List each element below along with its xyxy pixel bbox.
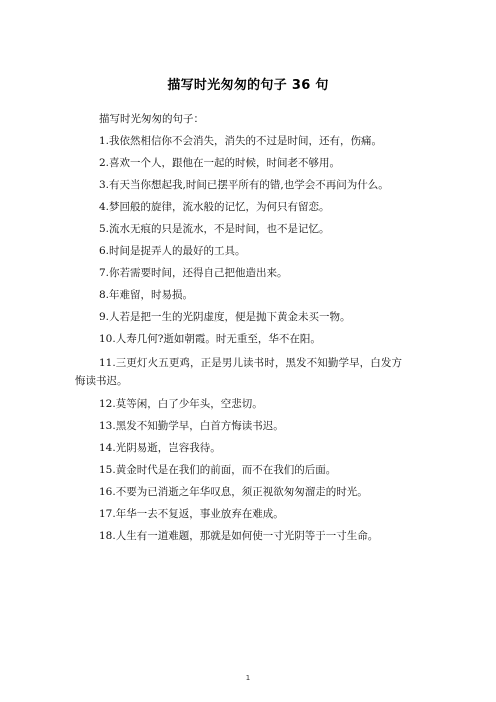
list-item: 17.年华一去不复返，事业放弃在难成。 <box>99 508 284 520</box>
list-item: 18.人生有一道难题，那就是如何使一寸光阴等于一寸生命。 <box>99 530 379 542</box>
document-title: 描写时光匆匆的句子 36 句 <box>167 78 329 93</box>
list-item: 13.黑发不知勤学早，白首方悔读书迟。 <box>99 420 284 432</box>
list-item: 11.三更灯火五更鸡，正是男儿读书时，黑发不知勤学早，白发方悔读书迟。 <box>75 357 402 387</box>
list-item: 1.我依然相信你不会消失，消失的不过是时间，还有，伤痛。 <box>99 135 383 147</box>
intro-line: 描写时光匆匆的句子： <box>99 113 204 125</box>
list-item: 12.莫等闲，白了少年头，空悲切。 <box>99 398 263 410</box>
text-body <box>75 112 409 544</box>
list-item: 6.时间是捉弄人的最好的工具。 <box>99 245 246 257</box>
list-item: 10.人寿几何?逝如朝霞。时无重至，华不在阳。 <box>99 333 321 345</box>
list-item: 7.你若需要时间，还得自己把他造出来。 <box>99 267 288 279</box>
list-item: 2.喜欢一个人，跟他在一起的时候，时间老不够用。 <box>99 157 341 169</box>
list-item: 3.有天当你想起我,时间已摆平所有的错,也学会不再问为什么。 <box>99 179 389 191</box>
list-item: 16.不要为已消逝之年华叹息，须正视欲匆匆溜走的时光。 <box>99 486 368 498</box>
list-item: 14.光阴易逝，岂容我待。 <box>99 442 221 454</box>
list-item: 9.人若是把一生的光阴虚度，便是抛下黄金未买一物。 <box>99 311 351 323</box>
page-number: 1 <box>245 674 251 682</box>
list-item: 4.梦回般的旋律，流水般的记忆，为何只有留恋。 <box>99 201 330 213</box>
list-item: 5.流水无痕的只是流水，不是时间，也不是记忆。 <box>99 223 330 235</box>
list-item: 15.黄金时代是在我们的前面，而不在我们的后面。 <box>99 464 337 476</box>
list-item: 8.年难留，时易损。 <box>99 289 194 301</box>
